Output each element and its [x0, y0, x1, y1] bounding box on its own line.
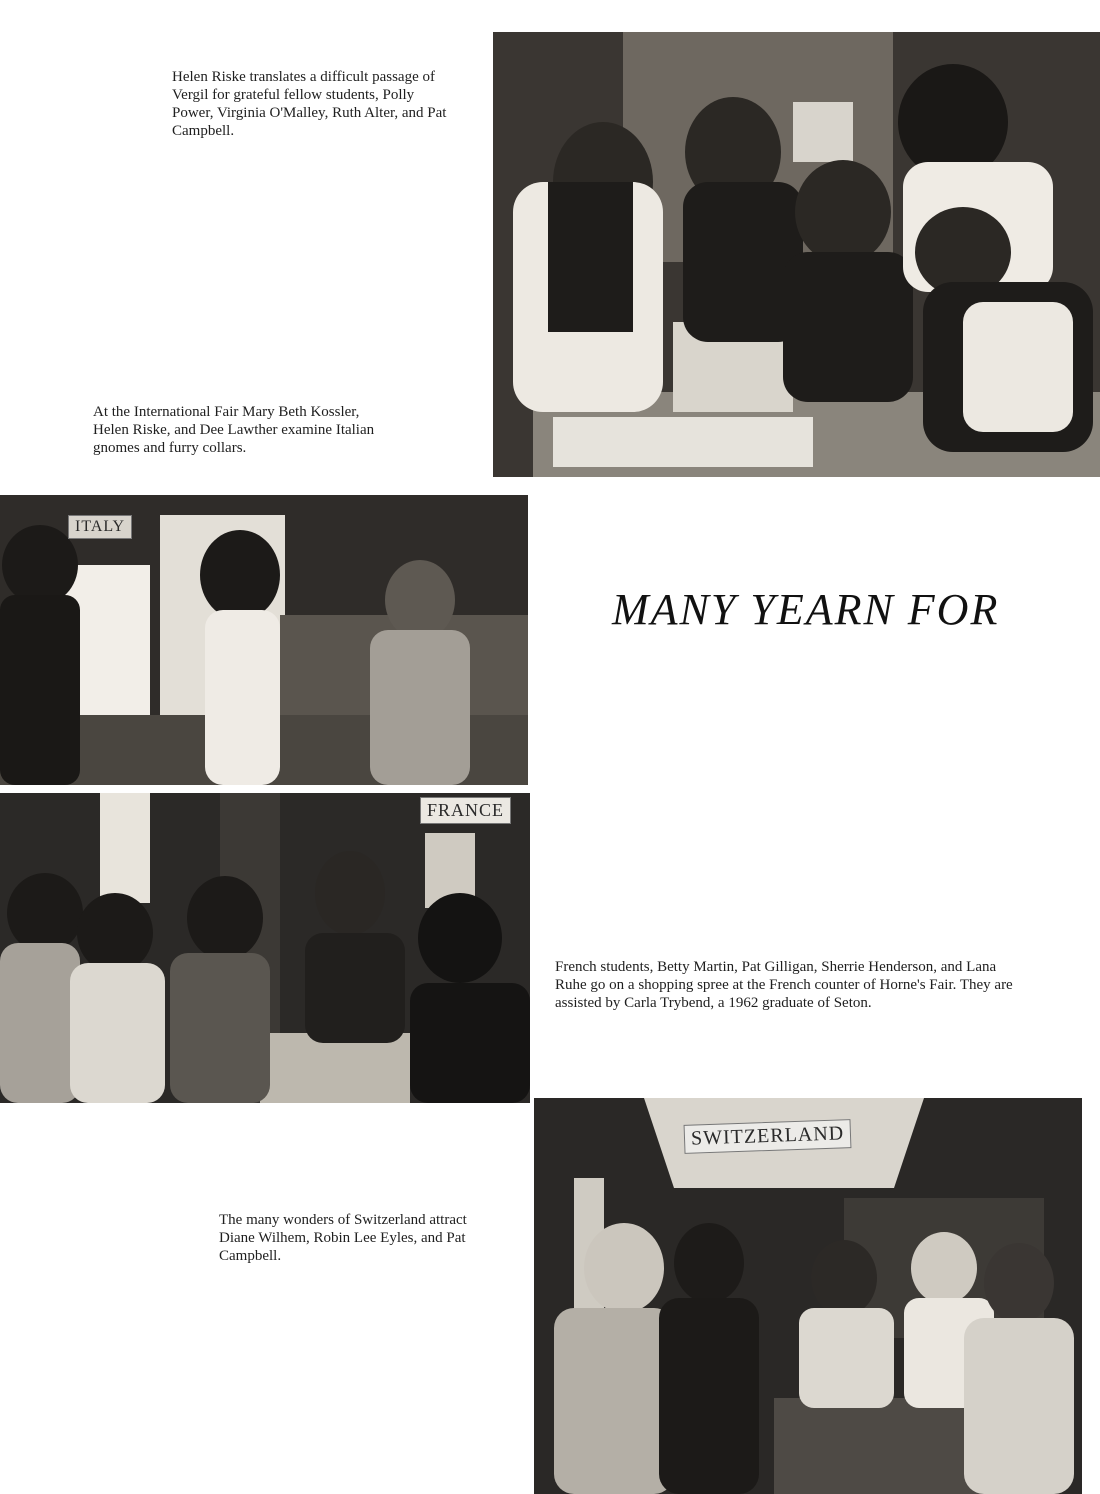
photo-switzerland-booth — [534, 1098, 1082, 1494]
page-headline: MANY YEARN FOR — [612, 585, 1000, 634]
caption-france-text: French students, Betty Martin, Pat Gilligan, Sherrie Henderson, and Lana Ruhe go on a shopping spree at the French counter of Horne's Fair. They are assisted by Carla Trybend, a 1962 graduate of Seton. — [555, 959, 1013, 1011]
caption-latin-study — [172, 68, 454, 140]
photo-france-booth — [0, 793, 530, 1103]
caption-france — [555, 958, 1031, 1012]
sign-france: FRANCE — [420, 797, 511, 824]
caption-italy — [93, 403, 385, 457]
caption-switzerland-text: The many wonders of Switzerland attract Diane Wilhem, Robin Lee Eyles, and Pat Campbell. — [219, 1212, 467, 1264]
caption-latin-text: Helen Riske translates a difficult passage of Vergil for grateful fellow students, Polly Power, Virginia O'Malley, Ruth Alter, and Pat Campbell. — [172, 69, 447, 139]
photo-latin-study — [493, 32, 1100, 477]
caption-italy-text: At the International Fair Mary Beth Kossler, Helen Riske, and Dee Lawther examine Italian gnomes and furry collars. — [93, 404, 375, 456]
sign-switzerland: SWITZERLAND — [684, 1119, 852, 1154]
caption-switzerland — [219, 1211, 501, 1265]
photo-italy-booth — [0, 495, 528, 785]
sign-italy: ITALY — [68, 515, 132, 539]
